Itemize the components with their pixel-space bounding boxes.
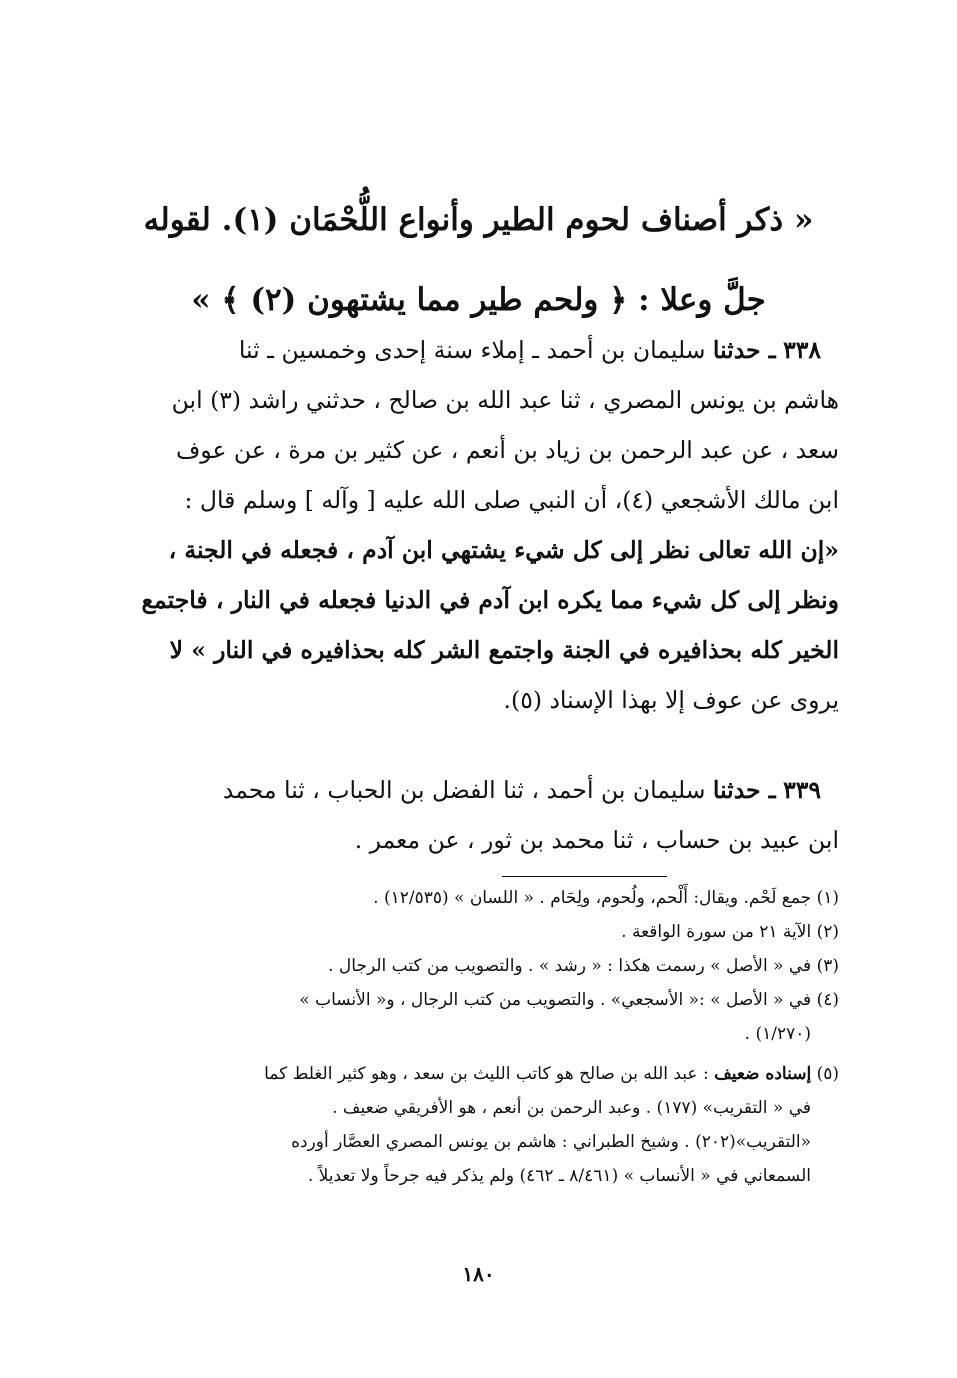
hadith-339 bbox=[118, 765, 839, 865]
hadith-lead: ـ حدثنا bbox=[712, 336, 776, 364]
hadith-text: سليمان بن أحمد ، ثنا الفضل بن الحباب ، ثنا محمد bbox=[222, 776, 706, 804]
footnote-4-line-2: (١/٢٧٠) . bbox=[744, 1024, 811, 1044]
hadith-338-line-4: ابن مالك الأشجعي (٤)، أن النبي صلى الله عليه [ وآله ] وسلم قال : bbox=[184, 486, 839, 514]
footnote-4 bbox=[118, 983, 839, 1051]
footnote-5-line-1 bbox=[118, 1057, 839, 1091]
footnote-5-line-3: «التقريب»(٢٠٢) . وشيخ الطبراني : هاشم بن يونس المصري العصَّار أورده bbox=[291, 1132, 811, 1152]
footnote-5-verdict: إسناده ضعيف bbox=[714, 1064, 812, 1084]
footnote-3 bbox=[118, 949, 839, 983]
footnote-5-line-4: السمعاني في « الأنساب » (٨/٤٦١ ـ ٤٦٢) ولم يذكر فيه جرحاً ولا تعديلاً . bbox=[307, 1166, 811, 1186]
hadith-338-line-7: الخير كله بحذافيره في الجنة واجتمع الشر كله بحذافيره في النار » لا bbox=[169, 636, 839, 664]
hadith-338-line-1 bbox=[118, 325, 839, 375]
footnote-3-text: (٣) في « الأصل » رسمت هكذا : « رشد » . والتصويب من كتب الرجال . bbox=[328, 956, 839, 976]
page-number: ١٨٠ bbox=[462, 1262, 495, 1286]
hadith-text: سليمان بن أحمد ـ إملاء سنة إحدى وخمسين ـ ثنا bbox=[238, 336, 706, 364]
footnote-2 bbox=[118, 915, 839, 949]
hadith-lead: ـ حدثنا bbox=[712, 776, 776, 804]
hadith-338-line-5: «إن الله تعالى نظر إلى كل شيء يشتهي ابن آدم ، فجعله في الجنة ، bbox=[168, 536, 839, 564]
hadith-338 bbox=[118, 325, 839, 725]
hadith-338-line-8: يروى عن عوف إلا بهذا الإسناد (٥). bbox=[503, 686, 839, 714]
footnote-4-line-1: (٤) في « الأصل » :« الأسجعي» . والتصويب من كتب الرجال ، و« الأنساب » bbox=[299, 990, 839, 1010]
footnote-5-text: : عبد الله بن صالح هو كاتب الليث بن سعد ، وهو كثير الغلط كما bbox=[264, 1064, 709, 1084]
hadith-339-line-1 bbox=[118, 765, 839, 815]
footnote-5 bbox=[118, 1057, 839, 1193]
hadith-338-line-6: ونظر إلى كل شيء مما يكره ابن آدم في الدنيا فجعله في النار ، فاجتمع bbox=[141, 586, 839, 614]
footnotes bbox=[118, 881, 839, 1193]
heading-line-1: « ذكر أصناف لحوم الطير وأنواع اللُّحْمَان (١). لقوله bbox=[143, 202, 814, 238]
hadith-number: ٣٣٨ bbox=[783, 336, 821, 364]
footnote-2-text: (٢) الآية ٢١ من سورة الواقعة . bbox=[621, 922, 839, 942]
footnote-1 bbox=[118, 881, 839, 915]
footnote-separator bbox=[502, 876, 667, 877]
hadith-number: ٣٣٩ bbox=[783, 776, 821, 804]
hadith-338-line-3: سعد ، عن عبد الرحمن بن زياد بن أنعم ، عن كثير بن مرة ، عن عوف bbox=[175, 436, 839, 464]
heading-line-2: جلَّ وعلا : ﴿ ولحم طير مما يشتهون (٢) ﴾ » bbox=[191, 282, 766, 318]
footnote-5-line-2: في « التقريب» (١٧٧) . وعبد الرحمن بن أنعم ، هو الأفريقي ضعيف . bbox=[332, 1098, 811, 1118]
hadith-338-line-2: هاشم بن يونس المصري ، ثنا عبد الله بن صالح ، حدثني راشد (٣) ابن bbox=[171, 386, 839, 414]
chapter-heading bbox=[120, 180, 837, 340]
footnote-1-text: (١) جمع لَحْم. ويقال: أَلْحم، ولُحوم، ولِحَام . « اللسان » (١٢/٥٣٥) . bbox=[373, 888, 839, 908]
hadith-339-line-2: ابن عبيد بن حساب ، ثنا محمد بن ثور ، عن معمر . bbox=[354, 826, 839, 854]
footnote-5-marker: (٥) bbox=[816, 1064, 839, 1084]
